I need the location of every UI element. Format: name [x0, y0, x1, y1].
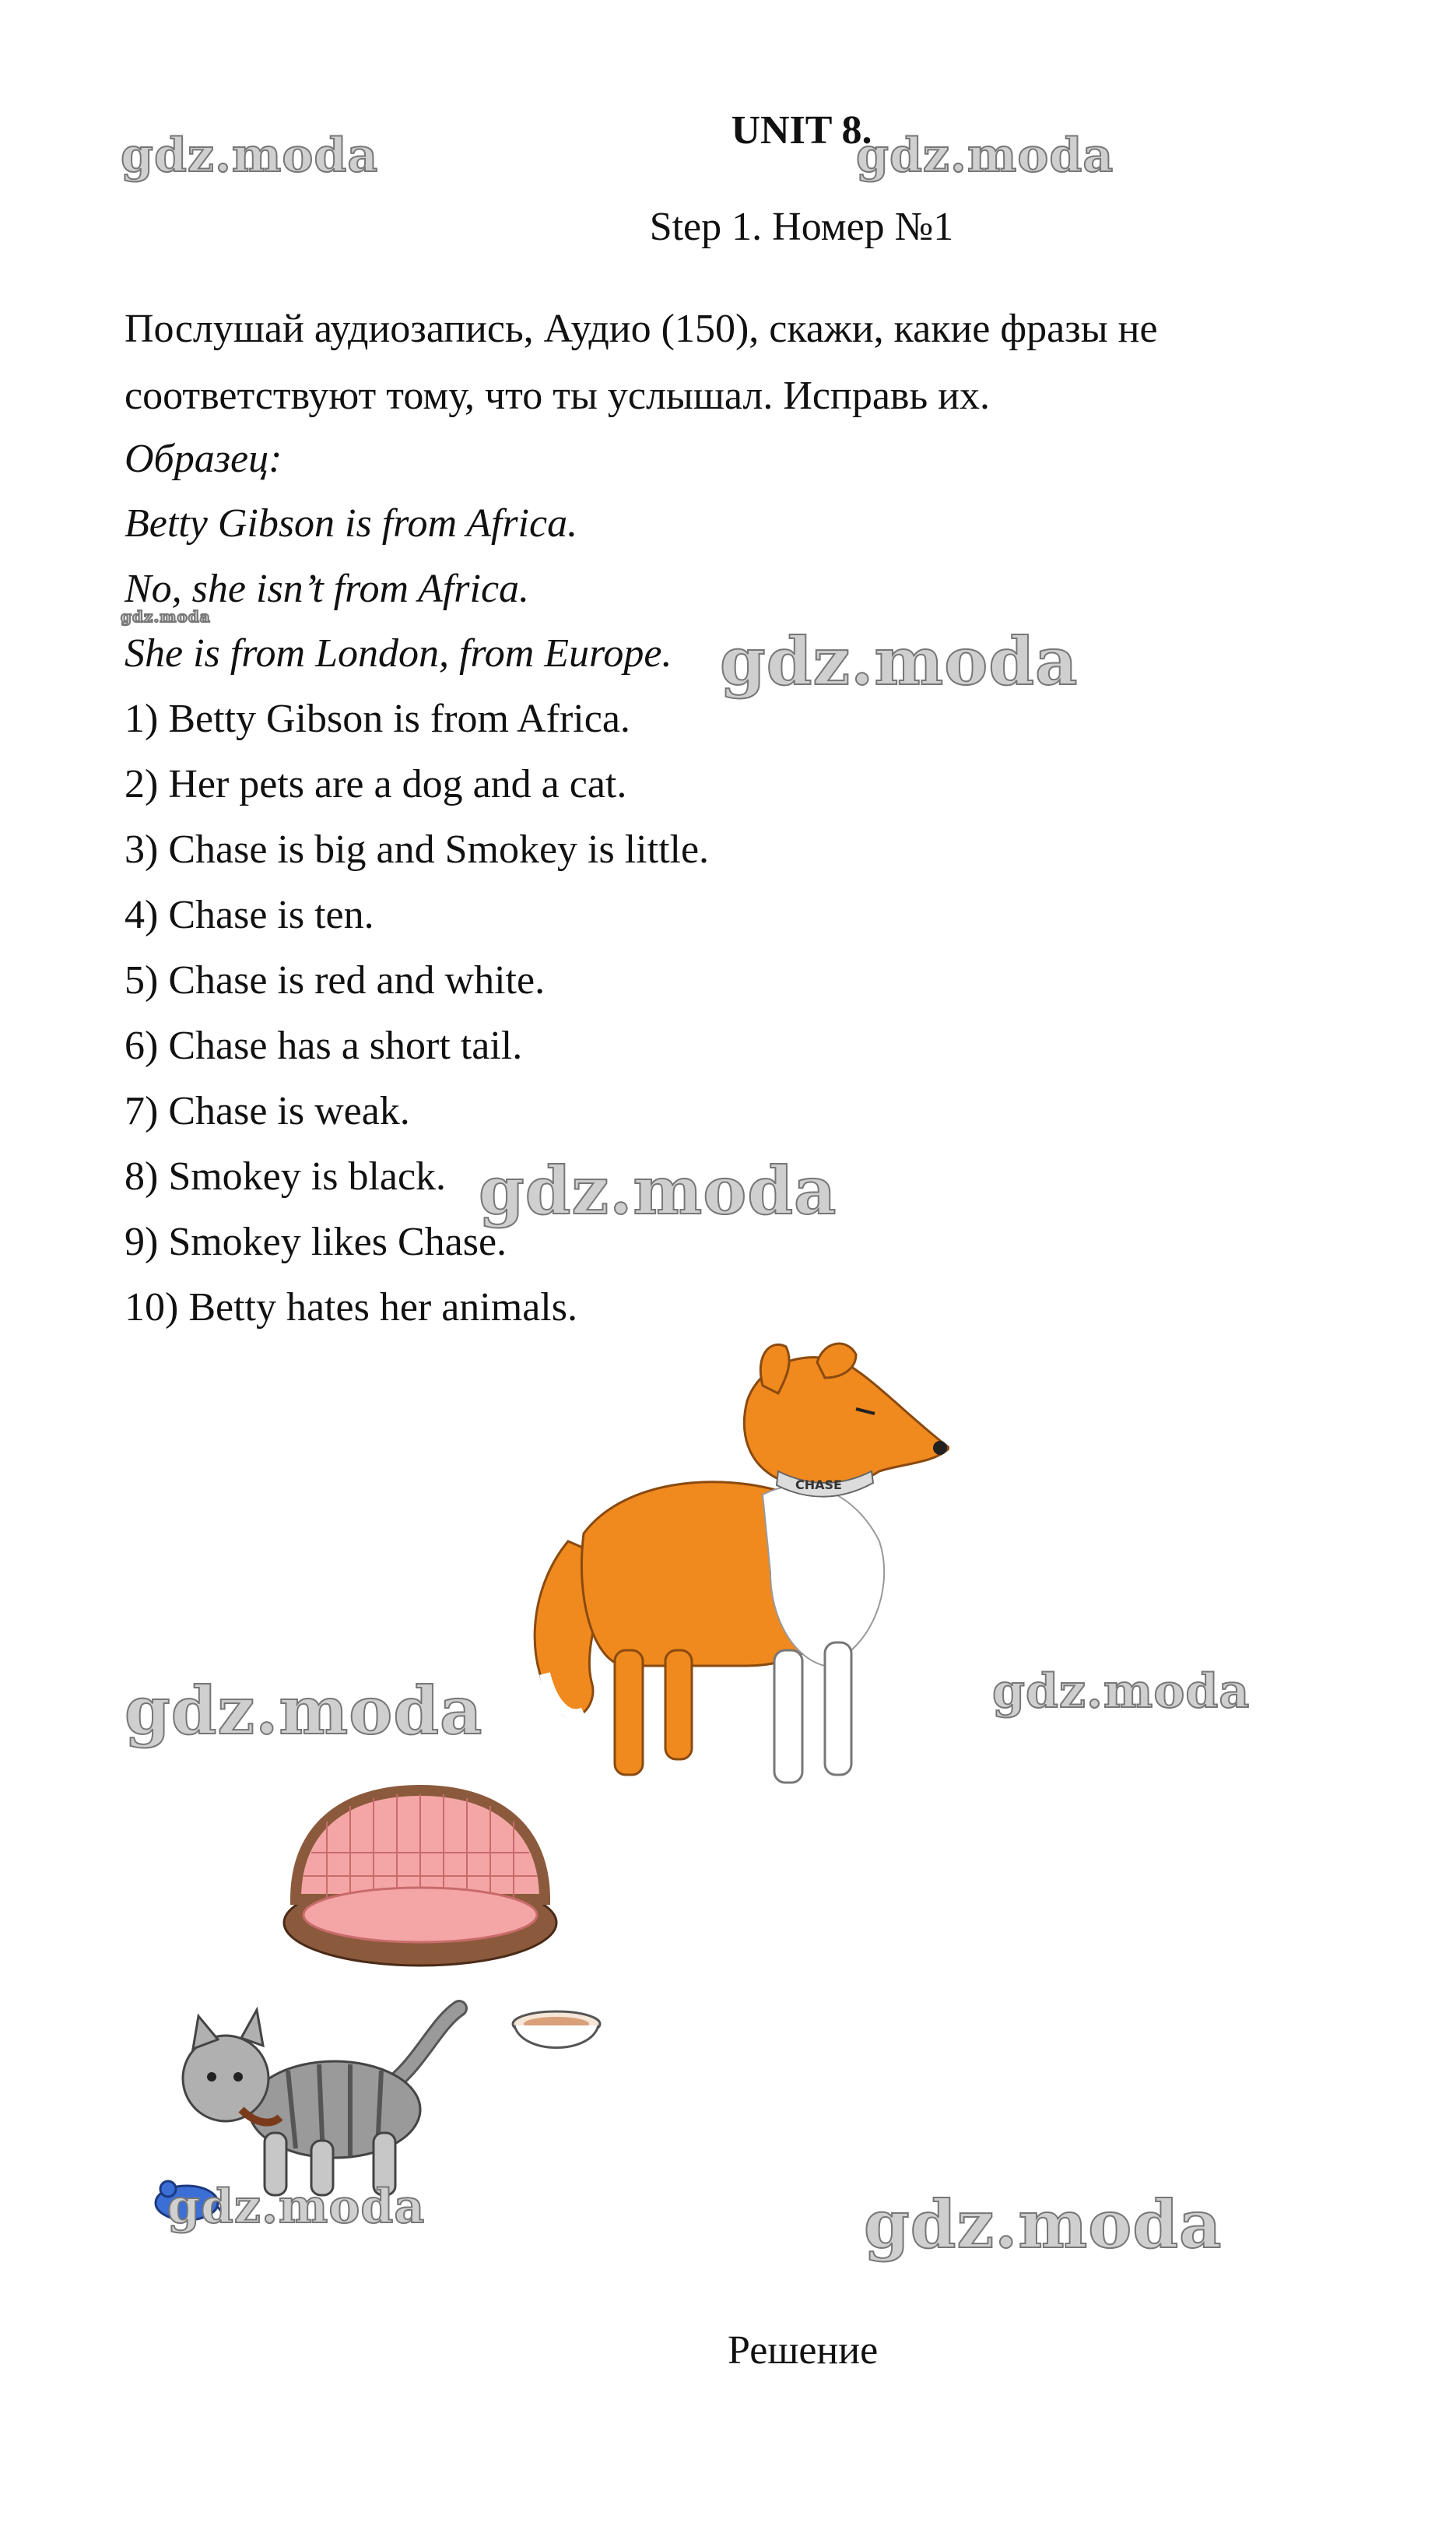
watermark: gdz.moda [856, 128, 1114, 183]
watermark: gdz.moda [479, 1152, 837, 1229]
watermark: gdz.moda [167, 2180, 426, 2234]
solution-label: Решение [728, 2328, 879, 2373]
example-label: Образец: [125, 437, 282, 481]
watermark: gdz.moda [864, 2186, 1223, 2263]
instruction-line-2: соответствуют тому, что ты услышал. Исправь их. [125, 374, 991, 418]
list-item: 3) Chase is big and Smokey is little. [125, 827, 710, 872]
watermark: gdz.moda [125, 1672, 483, 1749]
list-item: 5) Chase is red and white. [125, 958, 546, 1003]
watermark: gdz.moda [720, 623, 1079, 700]
instruction-line-1: Послушай аудиозапись, Аудио (150), скажи, какие фразы не [125, 307, 1158, 351]
example-line-3: She is from London, from Europe. [125, 631, 672, 676]
unit-title: UNIT 8. [731, 108, 872, 153]
watermark: gdz.moda [121, 607, 211, 626]
example-line-1: Betty Gibson is from Africa. [125, 501, 578, 546]
collie-dog-illustration [514, 1339, 949, 1822]
watermark: gdz.moda [121, 128, 379, 183]
list-item: 9) Smokey likes Chase. [125, 1220, 507, 1264]
bowl-illustration [510, 2008, 603, 2063]
list-item: 1) Betty Gibson is from Africa. [125, 697, 630, 741]
pet-bed-illustration [280, 1783, 560, 1977]
list-item: 7) Chase is weak. [125, 1089, 410, 1133]
list-item: 4) Chase is ten. [125, 893, 374, 937]
dog-collar-label: CHASE [795, 1477, 842, 1492]
step-title: Step 1. Номер №1 [649, 205, 954, 249]
example-line-2: No, she isn’t from Africa. [125, 567, 530, 611]
list-item: 2) Her pets are a dog and a cat. [125, 762, 627, 806]
list-item: 10) Betty hates her animals. [125, 1285, 577, 1330]
list-item: 6) Chase has a short tail. [125, 1024, 523, 1068]
watermark: gdz.moda [992, 1664, 1251, 1719]
list-item: 8) Smokey is black. [125, 1154, 447, 1199]
